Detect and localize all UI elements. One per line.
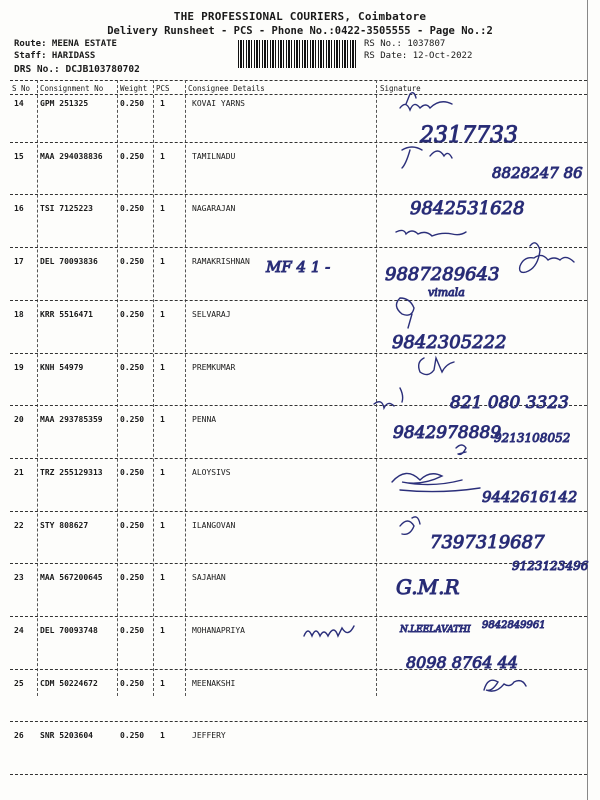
signature-scribble	[374, 388, 403, 408]
row-consignee: MEENAKSHI	[192, 678, 236, 688]
row-consignment-no: MAA 293785359	[40, 415, 103, 425]
signature-scribble	[400, 517, 420, 534]
signature-scribble	[396, 298, 414, 328]
row-consignee: NAGARAJAN	[192, 204, 236, 214]
row-pcs: 1	[160, 151, 165, 161]
staff-label: Staff: HARIDASS	[14, 51, 96, 61]
row-weight: 0.250	[120, 257, 145, 267]
row-consignee: KOVAI YARNS	[192, 99, 245, 108]
handwritten-phone: 9842305222	[392, 332, 507, 353]
row-weight: 0.250	[120, 204, 145, 214]
row-consignment-no: KNH 54979	[40, 362, 84, 372]
row-consignee: PENNA	[192, 415, 217, 425]
row-consignment-no: TSI 7125223	[40, 204, 93, 214]
row-consignment-no: DEL 70093836	[40, 257, 98, 267]
row-sno: 23	[14, 573, 24, 583]
row-weight: 0.250	[120, 309, 145, 319]
row-sno: 24	[14, 626, 24, 635]
row-pcs: 1	[160, 467, 165, 477]
page-subtitle: Delivery Runsheet - PCS - Phone No.:0422-3505555 - Page No.:2	[107, 25, 493, 37]
row-weight: 0.250	[120, 520, 145, 530]
row-sno: 15	[14, 151, 24, 161]
drs-number: DRS No.: DCJB103780702	[14, 64, 140, 75]
handwritten-phone: 821 080 3323	[450, 393, 569, 413]
row-pcs: 1	[160, 257, 165, 267]
row-separator	[10, 721, 587, 722]
row-consignee: JEFFERY	[192, 731, 226, 741]
row-consignment-no: STY 808627	[40, 520, 89, 530]
handwritten-phone: 2317733	[420, 123, 518, 148]
row-pcs: 1	[160, 731, 165, 741]
rs-date: RS Date: 12-Oct-2022	[364, 51, 473, 61]
row-sno: 21	[14, 467, 24, 477]
row-weight: 0.250	[120, 151, 145, 161]
row-consignment-no: SNR 5203604	[40, 731, 93, 741]
row-sno: 14	[14, 99, 24, 108]
row-pcs: 1	[160, 626, 165, 635]
handwritten-phone: 9442616142	[482, 488, 578, 506]
row-pcs: 1	[160, 362, 165, 372]
row-sno: 22	[14, 520, 24, 530]
signature-scribble	[456, 445, 466, 454]
signature-scribble	[392, 473, 480, 491]
row-separator	[10, 774, 587, 775]
col-header-sno: S No	[12, 84, 31, 93]
row-consignee: SAJAHAN	[192, 573, 226, 583]
row-pcs: 1	[160, 309, 165, 319]
row-weight: 0.250	[120, 415, 145, 425]
col-header-consignment: Consignment No	[40, 84, 104, 93]
row-weight: 0.250	[120, 573, 145, 583]
row-consignment-no: TRZ 255129313	[40, 467, 103, 477]
row-consignee: PREMKUMAR	[192, 362, 236, 372]
handwritten-name: G.M.R	[396, 575, 460, 599]
row-sno: 26	[14, 731, 24, 741]
row-sno: 19	[14, 362, 24, 372]
row-pcs: 1	[160, 99, 165, 108]
row-weight: 0.250	[120, 99, 145, 108]
row-consignment-no: CDM 50224672	[40, 678, 98, 688]
signature-scribble	[484, 680, 526, 691]
handwritten-phone: 9842978889	[393, 423, 502, 443]
handwritten-note: MF 4 1 -	[266, 258, 331, 276]
col-header-weight: Weight	[120, 84, 148, 93]
signature-scribble	[400, 93, 452, 110]
signature-scribble	[402, 147, 452, 168]
row-sno: 17	[14, 257, 24, 267]
handwritten-name: N.LEELAVATHI	[400, 625, 471, 635]
row-pcs: 1	[160, 573, 165, 583]
row-consignment-no: DEL 70093748	[40, 626, 98, 635]
row-pcs: 1	[160, 678, 165, 688]
row-sno: 20	[14, 415, 24, 425]
row-consignee: ILANGOVAN	[192, 520, 236, 530]
row-pcs: 1	[160, 415, 165, 425]
row-weight: 0.250	[120, 626, 145, 635]
row-consignee: RAMAKRISHNAN	[192, 257, 250, 267]
row-consignee: SELVARAJ	[192, 309, 231, 319]
row-sno: 16	[14, 204, 24, 214]
row-pcs: 1	[160, 204, 165, 214]
row-consignment-no: KRR 5516471	[40, 309, 93, 319]
row-sno: 18	[14, 309, 24, 319]
row-weight: 0.250	[120, 467, 145, 477]
handwritten-phone: 8098 8764 44	[406, 653, 518, 672]
signature-scribble	[304, 626, 354, 636]
row-consignee: ALOYSIVS	[192, 467, 231, 477]
barcode	[238, 40, 356, 68]
handwritten-phone: 9123123496	[512, 559, 589, 573]
signature-scribble	[396, 230, 466, 236]
row-consignee: MOHANAPRIYA	[192, 626, 245, 635]
route-label: Route: MEENA ESTATE	[14, 39, 117, 49]
row-pcs: 1	[160, 520, 165, 530]
signature-scribble	[419, 358, 454, 375]
row-consignee: TAMILNADU	[192, 151, 236, 161]
handwritten-phone: 9887289643	[385, 264, 500, 285]
row-sno: 25	[14, 678, 24, 688]
rs-number: RS No.: 1037807	[364, 39, 446, 49]
table-row	[0, 731, 600, 785]
row-consignment-no: MAA 294038836	[40, 151, 103, 161]
row-consignment-no: GPM 251325	[40, 99, 89, 108]
col-header-consignee: Consignee Details	[188, 84, 265, 93]
page-title: THE PROFESSIONAL COURIERS, Coimbatore	[173, 10, 427, 23]
row-weight: 0.250	[120, 362, 145, 372]
handwritten-phone: 9842849961	[482, 620, 546, 631]
row-consignment-no: MAA 567200645	[40, 573, 103, 583]
handwritten-phone: 9213108052	[494, 431, 571, 445]
signature-scribble	[520, 243, 574, 273]
handwritten-signatures	[260, 70, 600, 710]
handwritten-phone: 8828247 86	[492, 164, 583, 182]
handwritten-phone: 7397319687	[430, 532, 545, 553]
col-header-signature: Signature	[380, 84, 421, 93]
handwritten-phone: 9842531628	[410, 198, 525, 219]
col-header-pcs: PCS	[156, 84, 170, 93]
row-weight: 0.250	[120, 731, 145, 741]
handwritten-name: vimala	[428, 286, 465, 299]
row-weight: 0.250	[120, 678, 145, 688]
